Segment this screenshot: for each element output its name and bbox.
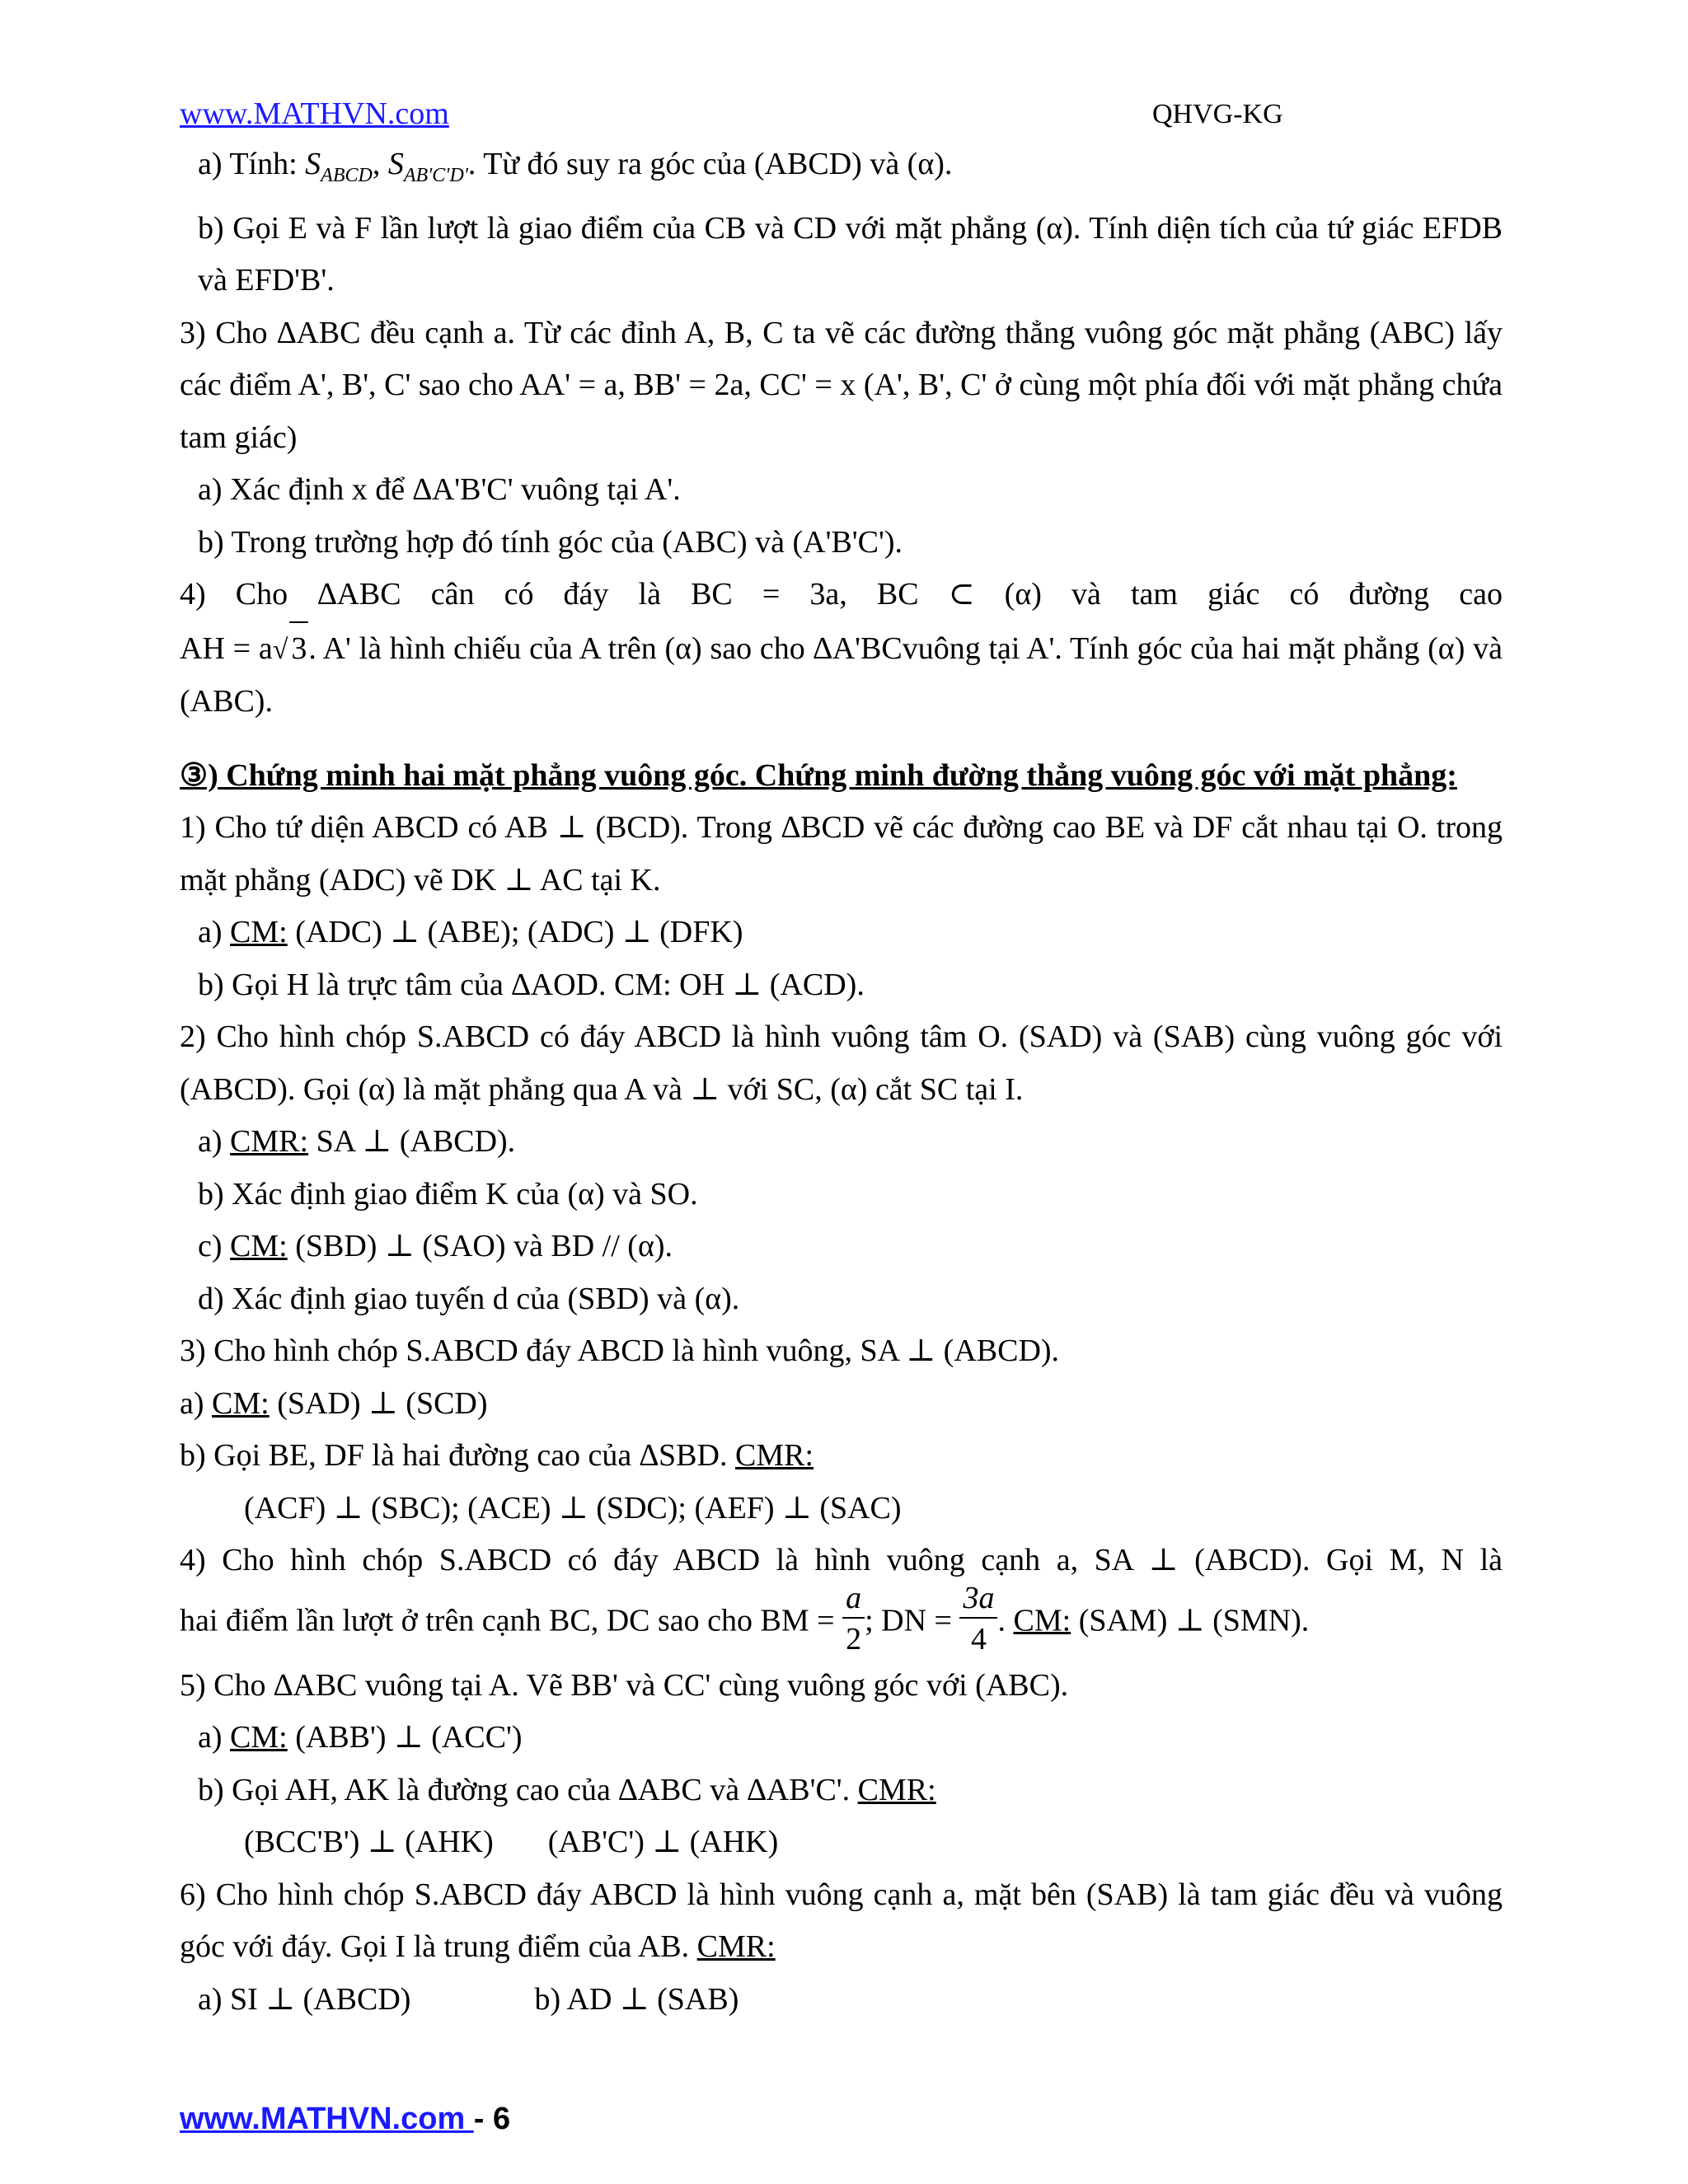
problem-2a: a) Tính: $S_{ABCD}$, $S_{AB'C'D'}$. Từ đó suy ra góc của (ABCD) và (α).	[198, 147, 953, 186]
problem-3b: b) Trong trường hợp đó tính góc của (ABC) và (A'B'C').	[198, 524, 903, 560]
document-body	[180, 138, 1503, 2026]
exercise-6: 6) Cho hình chóp S.ABCD đáy ABCD là hình vuông cạnh a, mặt bên (SAB) là tam giác đều và vuông góc với đáy. Gọi I là trung điểm của AB. CMR:	[180, 1877, 1503, 1964]
exercise-5c: (BCC'B') ⊥ (AHK) (AB'C') ⊥ (AHK)	[244, 1825, 779, 1859]
problem-4-line2: AH = a√ 3. A' là hình chiếu của A trên (α) sao cho ∆A'BCvuông tại A'. Tính góc của hai mặt phẳng (α) và (ABC).	[180, 621, 1503, 729]
section-title: ③) Chứng minh hai mặt phẳng vuông góc. Chứng minh đường thẳng vuông góc với mặt phẳng:	[180, 757, 1457, 793]
exercise-2c: c) CM: (SBD) ⊥ (SAO) và BD // (α).	[198, 1229, 673, 1263]
problem-3a: a) Xác định x để ∆A'B'C' vuông tại A'.	[198, 472, 681, 507]
exercise-5b: b) Gọi AH, AK là đường cao của ∆ABC và ∆AB'C'. CMR:	[198, 1772, 936, 1807]
site-link[interactable]: www.MATHVN.com	[180, 96, 449, 131]
exercise-2d: d) Xác định giao tuyến d của (SBD) và (α).	[198, 1281, 740, 1316]
exercise-4-line2: hai điểm lần lượt ở trên cạnh BC, DC sao cho BM = $\frac{a}{2}$ ; DN = $\frac{3a}{4}$ . CM: (SAM) ⊥ (SMN).	[180, 1580, 1310, 1657]
exercise-5: 5) Cho ∆ABC vuông tại A. Vẽ BB' và CC' cùng vuông góc với (ABC).	[180, 1667, 1069, 1703]
exercise-1: 1) Cho tứ diện ABCD có AB ⊥ (BCD). Trong ∆BCD vẽ các đường cao BE và DF cắt nhau tại O. trong mặt phẳng (ADC) vẽ DK ⊥ AC tại K.	[180, 810, 1503, 898]
exercise-2: 2) Cho hình chóp S.ABCD có đáy ABCD là hình vuông tâm O. (SAD) và (SAB) cùng vuông góc với (ABCD). Gọi (α) là mặt phẳng qua A và ⊥ với SC, (α) cắt SC tại I.	[180, 1019, 1503, 1107]
fraction-3a-over-4: $\frac{3a}{4}$	[959, 1582, 997, 1655]
exercise-1a: a) CM: (ADC) ⊥ (ABE); (ADC) ⊥ (DFK)	[198, 915, 743, 949]
exercise-4-line1: 4) Cho hình chóp S.ABCD có đáy ABCD là hình vuông cạnh a, SA ⊥ (ABCD). Gọi M, N là	[180, 1543, 1503, 1577]
page-header	[180, 96, 1498, 137]
fraction-a-over-2: $\frac{a}{2}$	[842, 1582, 865, 1655]
exercise-3: 3) Cho hình chóp S.ABCD đáy ABCD là hình vuông, SA ⊥ (ABCD).	[180, 1333, 1060, 1368]
doc-code: QHVG-KG	[1152, 99, 1283, 129]
problem-2b: b) Gọi E và F lần lượt là giao điểm của CB và CD với mặt phẳng (α). Tính diện tích của tứ giác EFDB và EFD'B'.	[198, 210, 1503, 298]
footer-site-link[interactable]: www.MATHVN.com	[180, 2102, 474, 2136]
exercise-3c: (ACF) ⊥ (SBC); (ACE) ⊥ (SDC); (AEF) ⊥ (SAC)	[244, 1490, 902, 1526]
problem-4-line1: 4) Cho ∆ABC cân có đáy là BC = 3a, BC ⊂ (α) và tam giác có đường cao	[180, 577, 1503, 612]
exercise-5a: a) CM: (ABB') ⊥ (ACC')	[198, 1720, 523, 1755]
exercise-2b: b) Xác định giao điểm K của (α) và SO.	[198, 1176, 698, 1212]
problem-3: 3) Cho ∆ABC đều cạnh a. Từ các đỉnh A, B, C ta vẽ các đường thẳng vuông góc mặt phẳng (ABC) lấy các điểm A', B', C' sao cho AA' = a, BB' = 2a, CC' = x (A', B', C' ở cùng một phía đối với mặt phẳng chứa tam giác)	[180, 315, 1503, 455]
exercise-6ab: a) SI ⊥ (ABCD) b) AD ⊥ (SAB)	[198, 1981, 739, 2017]
page-footer	[180, 2102, 510, 2137]
exercise-2a: a) CMR: SA ⊥ (ABCD).	[198, 1124, 516, 1159]
exercise-3b: b) Gọi BE, DF là hai đường cao của ∆SBD. CMR:	[180, 1438, 814, 1473]
exercise-1b: b) Gọi H là trực tâm của ∆AOD. CM: OH ⊥ (ACD).	[198, 967, 865, 1002]
page-number: - 6	[473, 2102, 511, 2136]
exercise-3a: a) CM: (SAD) ⊥ (SCD)	[180, 1385, 488, 1421]
